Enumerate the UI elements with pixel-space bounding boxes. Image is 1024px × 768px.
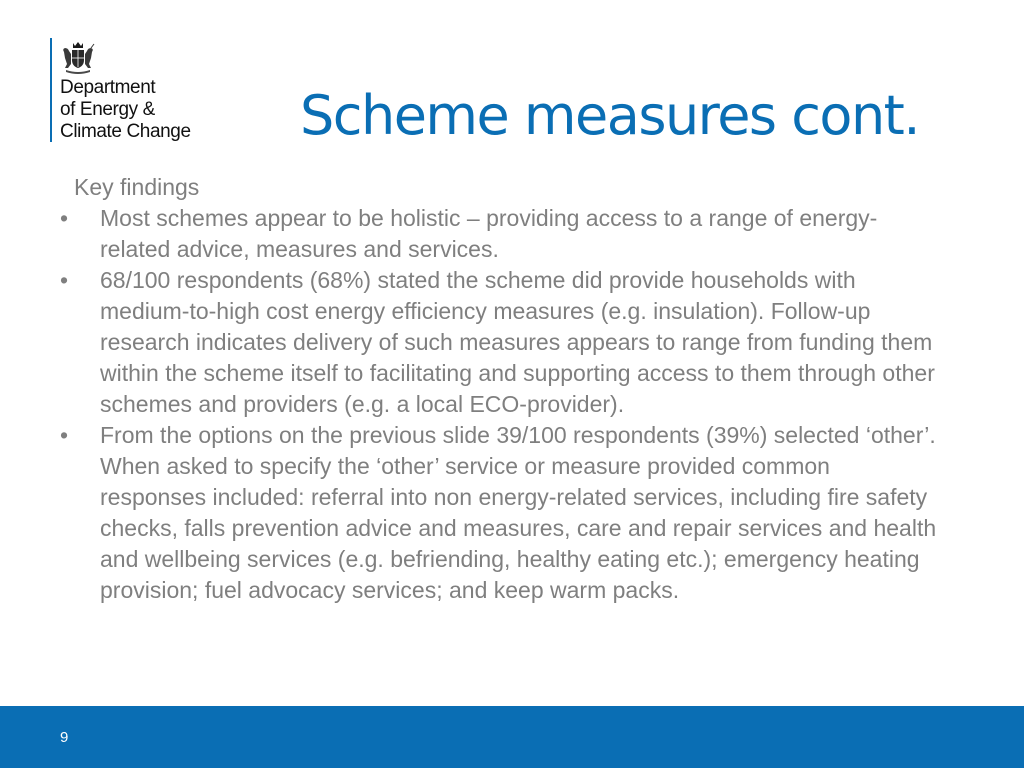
finding-item	[58, 420, 938, 606]
bullet-marker: •	[60, 267, 69, 293]
finding-item	[58, 203, 938, 265]
finding-item	[58, 265, 938, 420]
footer-bar	[0, 706, 1024, 768]
bullet-marker: •	[60, 205, 69, 231]
finding-text: 68/100 respondents (68%) stated the scheme did provide households with medium-to-high cost energy efficiency measures (e.g. insulation). Follow-up research indicates delivery of such measures appears to range from funding them within the scheme itself to facilitating and supporting access to them through other schemes and providers (e.g. a local ECO-provider).	[100, 267, 935, 417]
finding-text: Most schemes appear to be holistic – providing access to a range of energy-related advice, measures and services.	[100, 205, 878, 262]
finding-text: From the options on the previous slide 39/100 respondents (39%) selected ‘other’. When asked to specify the ‘other’ service or measure provided common responses included: referral into non energy-related services, including fire safety checks, falls prevention advice and measures, care and repair services and health and wellbeing services (e.g. befriending, healthy eating etc.); emergency heating provision; fuel advocacy services; and keep warm packs.	[100, 422, 937, 603]
logo-divider-bar	[50, 38, 52, 142]
royal-coat-of-arms-icon	[60, 40, 96, 74]
department-logo	[50, 38, 225, 148]
page-number: 9	[60, 729, 69, 746]
findings-list	[58, 203, 938, 606]
logo-line-1: Department	[60, 77, 156, 98]
department-name	[60, 77, 191, 143]
logo-line-2: of Energy &	[60, 99, 155, 120]
slide-title: Scheme measures cont.	[300, 84, 920, 147]
logo-line-3: Climate Change	[60, 121, 191, 142]
key-findings-heading: Key findings	[74, 174, 200, 200]
bullet-marker: •	[60, 422, 69, 448]
key-findings-section	[58, 172, 938, 606]
